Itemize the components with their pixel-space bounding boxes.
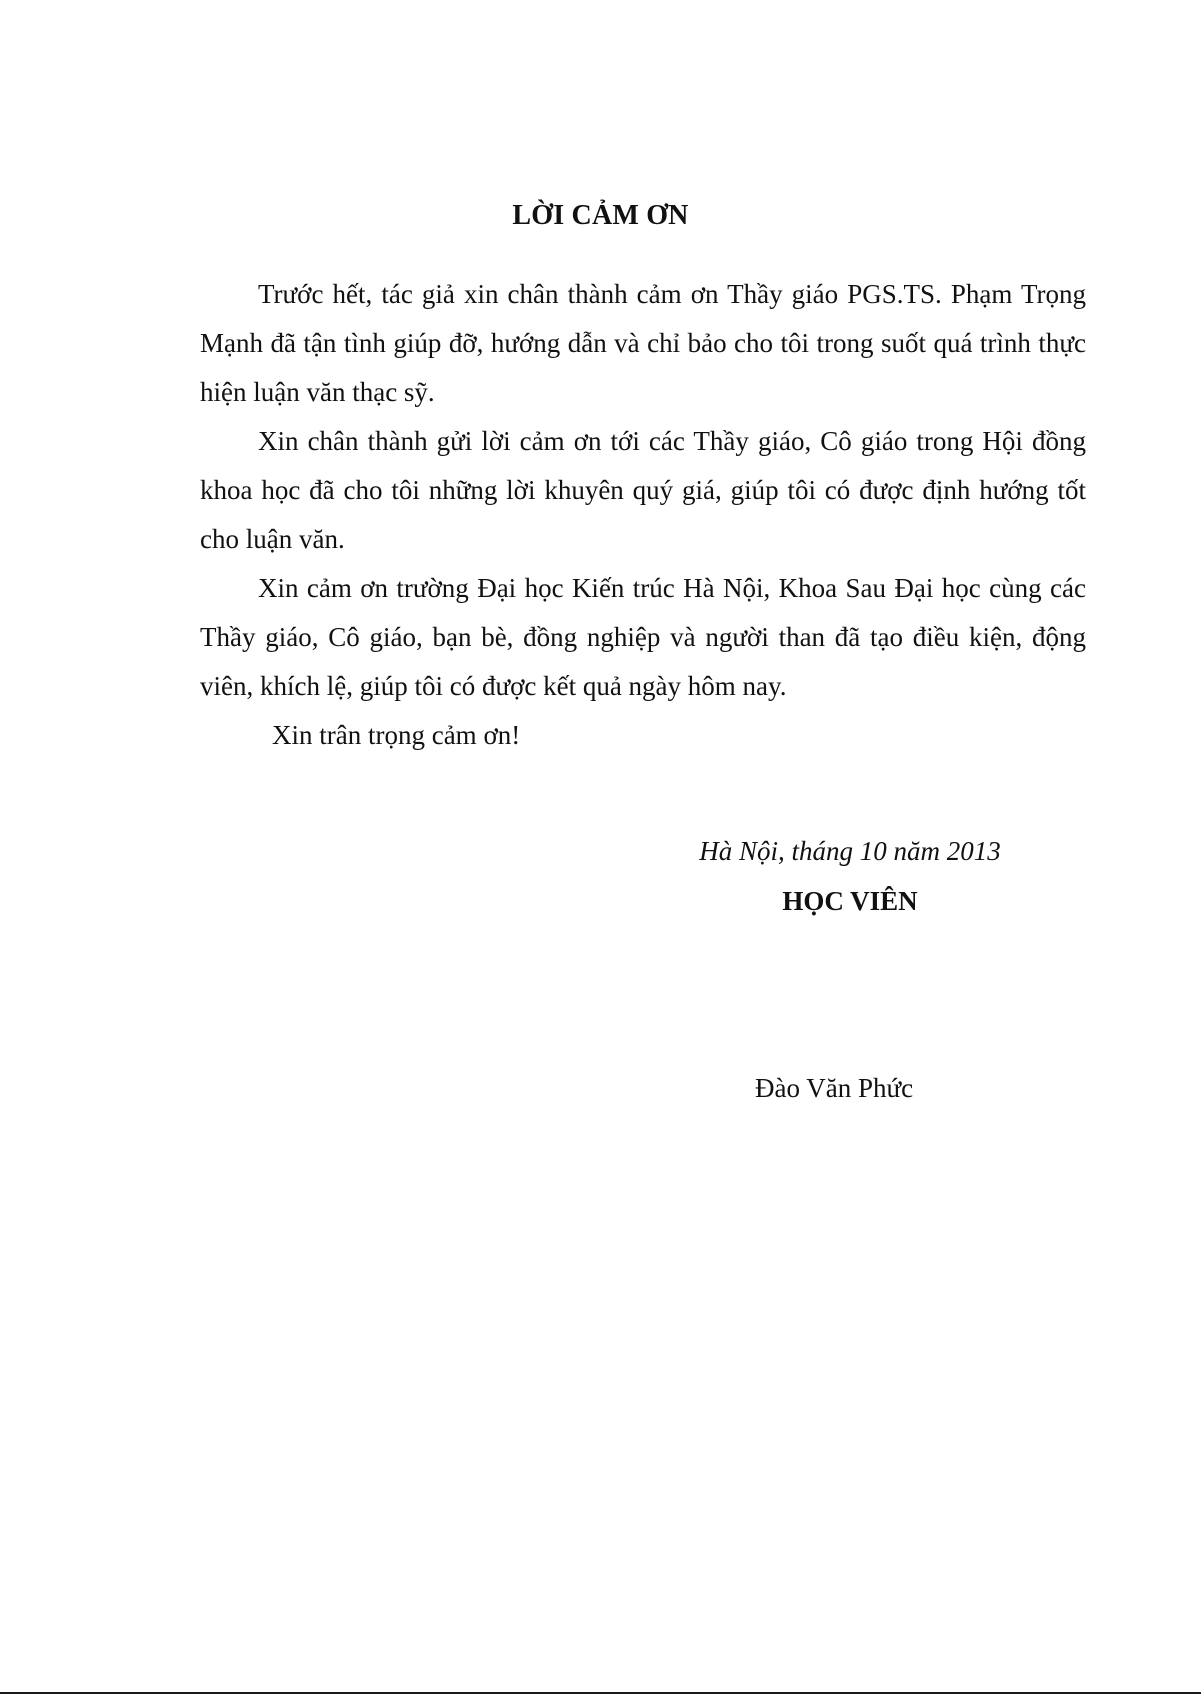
author-name: Đào Văn Phức <box>755 1073 914 1103</box>
paragraph-1: Trước hết, tác giả xin chân thành cảm ơn Thầy giáo PGS.TS. Phạm Trọng Mạnh đã tận tình giúp đỡ, hướng dẫn và chỉ bảo cho tôi trong suốt quá trình thực hiện luận văn thạc sỹ. <box>200 279 1086 407</box>
acknowledgement-body <box>200 270 1086 760</box>
signer-role: HỌC VIÊN <box>782 886 918 916</box>
place-date: Hà Nội, tháng 10 năm 2013 <box>699 836 1001 866</box>
paragraph-2: Xin chân thành gửi lời cảm ơn tới các Thầy giáo, Cô giáo trong Hội đồng khoa học đã cho tôi những lời khuyên quý giá, giúp tôi có được định hướng tốt cho luận văn. <box>200 426 1086 554</box>
page-title: LỜI CẢM ƠN <box>512 200 689 231</box>
signature-block <box>600 826 1100 926</box>
paragraph-3: Xin cảm ơn trường Đại học Kiến trúc Hà Nội, Khoa Sau Đại học cùng các Thầy giáo, Cô giáo, bạn bè, đồng nghiệp và người than đã tạo điều kiện, động viên, khích lệ, giúp tôi có được kết quả ngày hôm nay. <box>200 573 1086 701</box>
bottom-border-line <box>0 1692 1201 1694</box>
closing-line: Xin trân trọng cảm ơn! <box>272 720 521 750</box>
